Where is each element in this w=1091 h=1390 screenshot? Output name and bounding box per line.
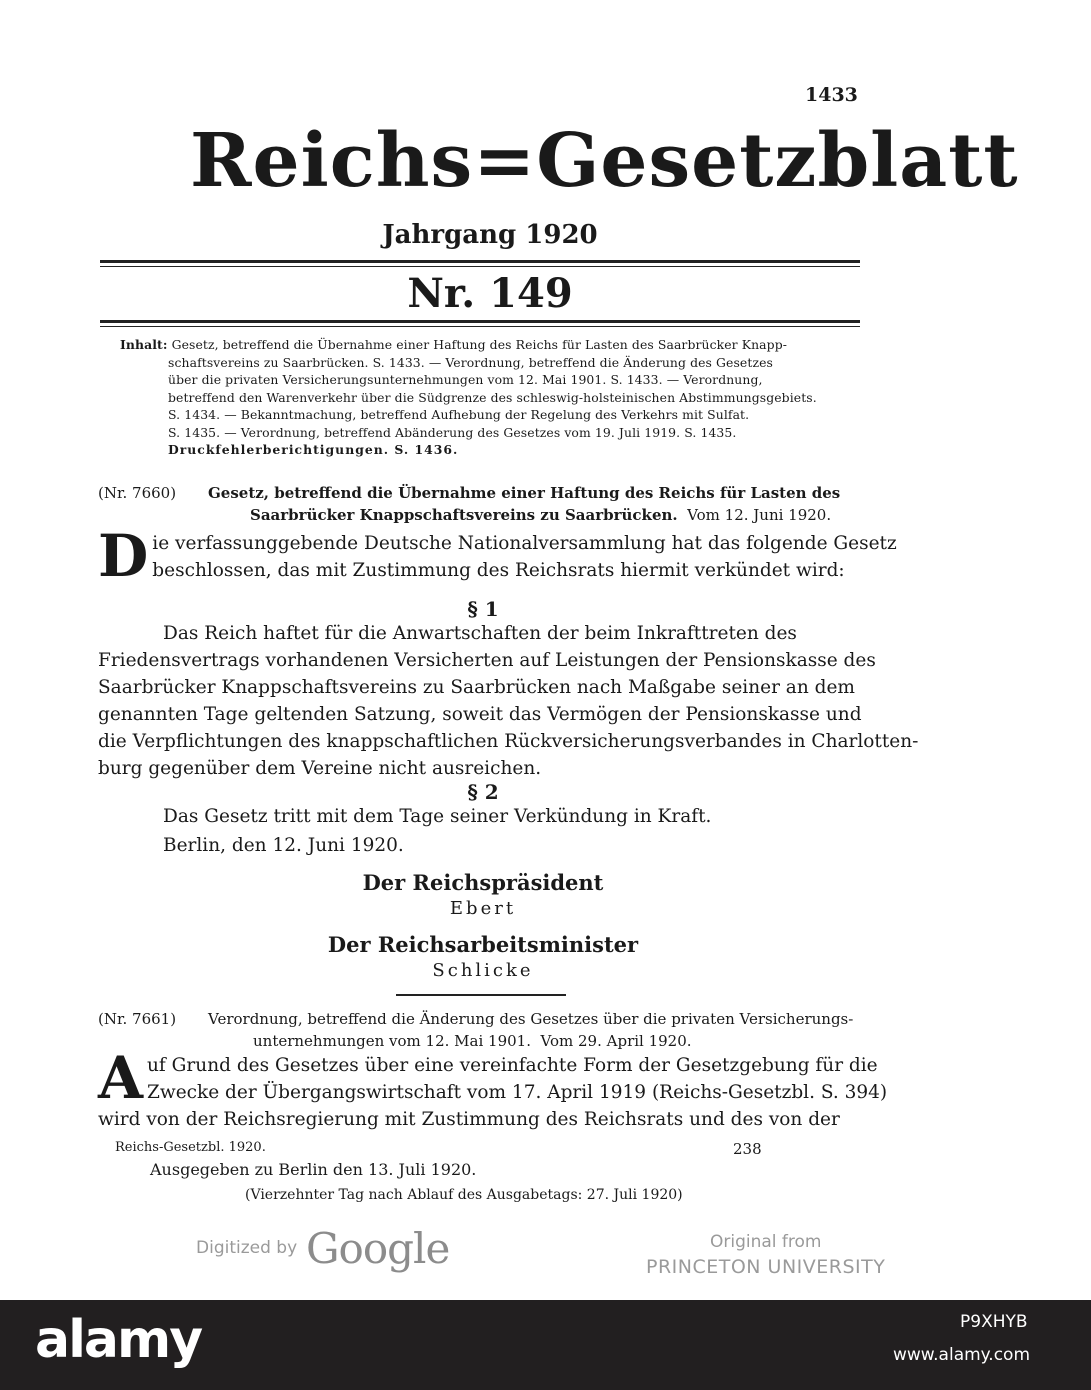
law-number: (Nr. 7661) [98,1010,177,1028]
table-of-contents [120,336,862,459]
section-line: genannten Tage geltenden Satzung, soweit das Vermögen der Pensionskasse und [98,704,862,725]
contents-line: über die privaten Versicherungsunternehmungen vom 12. Mai 1901. S. 1433. — Verordnung, [168,372,763,387]
section-sign: § 1 [467,597,499,621]
section-line: Friedensvertrags vorhandenen Versicherten auf Leistungen der Pensionskasse des [98,650,876,671]
contents-line: S. 1435. — Verordnung, betreffend Abänderung des Gesetzes vom 19. Juli 1919. S. 1435. [168,424,737,440]
deadline-note: (Vierzehnter Tag nach Ablauf des Ausgabetags: 27. Juli 1920) [245,1187,683,1203]
section-2-text: Das Gesetz tritt mit dem Tage seiner Verkündung in Kraft. [163,806,712,827]
contents-label: Inhalt: [120,337,168,352]
contents-line: Druckfehlerberichtigungen. S. 1436. [168,442,459,457]
signatory-name: Ebert [449,898,517,919]
law-header [98,482,868,526]
drop-cap: D [98,522,149,590]
issue-number: Nr. 149 [407,270,573,317]
masthead-title: Reichs=Gesetzblatt [190,118,1019,204]
section-line: Saarbrücker Knappschaftsvereins zu Saarbrücken nach Maßgabe seiner an dem [98,677,855,698]
law-number: (Nr. 7660) [98,484,177,502]
law-title: Verordnung, betreffend die Änderung des Gesetzes über die privaten Versicherungs- [208,1010,854,1028]
law-date: Vom 29. April 1920. [540,1032,692,1050]
preamble-line: uf Grund des Gesetzes über eine vereinfachte Form der Gesetzgebung für die [147,1055,878,1076]
divider-rule [100,320,860,327]
stock-logo: alamy [35,1310,202,1370]
contents-line: S. 1434. — Bekanntmachung, betreffend Aufhebung der Regelung des Verkehrs mit Sulfat. [168,407,750,422]
preamble-line: ie verfassunggebende Deutsche Nationalversammlung hat das folgende Gesetz [152,533,897,554]
signatory-title: Der Reichsarbeitsminister [327,932,639,957]
section-divider [396,994,566,996]
ordinance-header [98,1008,868,1052]
section-line: burg gegenüber dem Vereine nicht ausreichen. [98,758,542,779]
section-line: Das Reich haftet für die Anwartschaften der beim Inkrafttreten des [163,623,797,644]
law-preamble [98,522,897,590]
contents-text: Gesetz, betreffend die Übernahme einer Haftung des Reichs für Lasten des Saarbrücker Knapp- [171,337,788,352]
preamble-line: beschlossen, das mit Zustimmung des Reichsrats hiermit verkündet wird: [152,560,845,581]
stock-url: www.alamy.com [893,1345,1031,1365]
law-title-cont: unternehmungen vom 12. Mai 1901. [253,1032,531,1050]
section-sign: § 2 [467,780,499,804]
digitized-label: Digitized by [196,1238,298,1258]
google-logo: Google [306,1224,450,1273]
contents-line: betreffend den Warenverkehr über die Südgrenze des schleswig-holsteinischen Abstimmungsgebiets. [168,389,817,405]
preamble-line: wird von der Reichsregierung mit Zustimmung des Reichsrats und des von der [98,1109,840,1130]
divider-rule [100,260,860,267]
ordinance-preamble [98,1044,888,1133]
law-date: Vom 12. Juni 1920. [687,506,832,524]
signatory-title: Der Reichspräsident [362,870,604,895]
signatory-name: Schlicke [432,960,534,981]
stock-image-id: P9XHYB [960,1312,1028,1332]
section-line: die Verpflichtungen des knappschaftlichen Rückversicherungsverbandes in Charlotten- [98,731,919,752]
page-number: 1433 [805,84,858,106]
place-date: Berlin, den 12. Juni 1920. [163,835,404,856]
contents-line: schaftsvereins zu Saarbrücken. S. 1433. — Verordnung, betreffend die Änderung des Gesetzes [168,354,773,370]
contents-line [120,336,862,354]
original-from-label: Original from [710,1232,822,1252]
drop-cap: A [98,1044,144,1112]
section-1-text [98,620,919,782]
issue-date: Ausgegeben zu Berlin den 13. Juli 1920. [150,1160,477,1179]
sheet-number: 238 [733,1140,762,1158]
year-heading: Jahrgang 1920 [382,220,598,250]
university-label: PRINCETON UNIVERSITY [646,1256,886,1278]
law-title-cont: Saarbrücker Knappschaftsvereins zu Saarbrücken. [250,506,678,524]
law-title: Gesetz, betreffend die Übernahme einer Haftung des Reichs für Lasten des [208,484,841,502]
preamble-line: Zwecke der Übergangswirtschaft vom 17. April 1919 (Reichs-Gesetzbl. S. 394) [147,1082,888,1103]
footer-signature-mark: Reichs-Gesetzbl. 1920. [115,1140,266,1155]
